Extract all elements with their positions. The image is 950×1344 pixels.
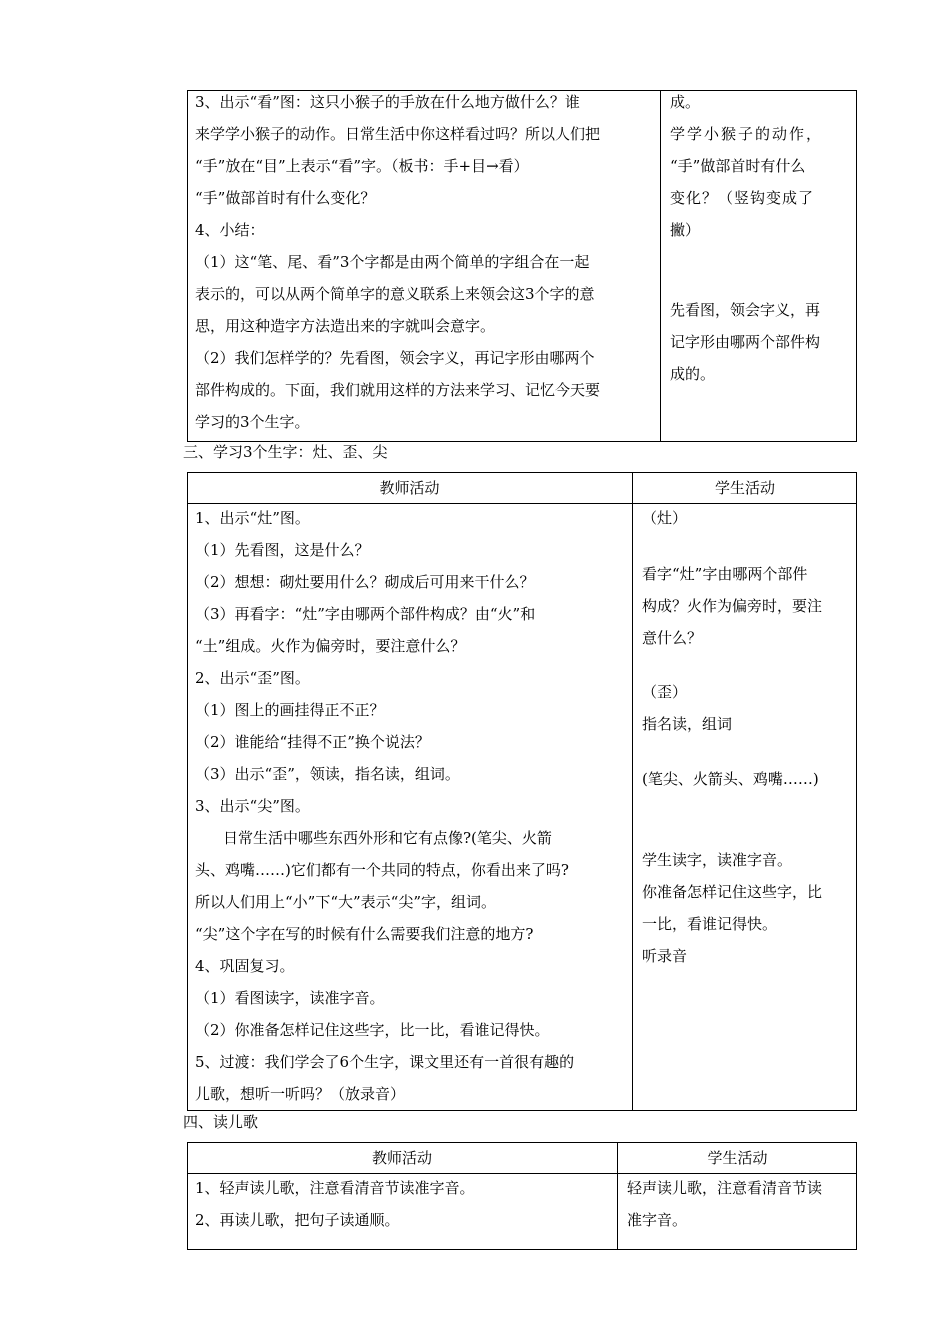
- teacher-line: 日常生活中哪些东西外形和它有点像?(笔尖、火箭: [223, 829, 552, 847]
- teacher-line: 4、巩固复习。: [195, 957, 295, 975]
- table-3-student-header: 学生活动: [714, 479, 775, 497]
- student-line: 成。: [670, 93, 701, 111]
- teacher-line: （2）想想：砌灶要用什么？砌成后可用来干什么？: [195, 573, 535, 591]
- teacher-line: （1）这“笔、尾、看”3个字都是由两个简单的字组合在一起: [195, 253, 590, 271]
- student-line: (笔尖、火箭头、鸡嘴……): [642, 770, 819, 788]
- teacher-line: “手”放在“目”上表示“看”字。（板书：手+目→看）: [195, 157, 529, 175]
- student-line: 成的。: [670, 365, 716, 383]
- teacher-line: 5、过渡：我们学会了6个生字，课文里还有一首很有趣的: [195, 1053, 575, 1071]
- teacher-line: 学习的3个生字。: [195, 413, 310, 431]
- table-1-teacher-activity: [195, 86, 655, 438]
- teacher-line: （3）再看字：“灶”字由哪两个部件构成？由“火”和: [195, 605, 536, 623]
- teacher-line: 3、出示“看”图：这只小猴子的手放在什么地方做什么？谁: [195, 93, 580, 111]
- student-line: 记字形由哪两个部件构: [670, 333, 821, 351]
- teacher-line: 表示的，可以从两个简单字的意义联系上来领会这3个字的意: [195, 285, 595, 303]
- teacher-line: 1、出示“灶”图。: [195, 509, 310, 527]
- student-line: 构成？火作为偏旁时，要注: [642, 597, 823, 615]
- student-line: （歪）: [642, 683, 688, 701]
- table-1-student-activity-a: [670, 86, 850, 246]
- teacher-line: （2）你准备怎样记住这些字，比一比，看谁记得快。: [195, 1021, 550, 1039]
- teacher-line: （1）先看图，这是什么？: [195, 541, 370, 559]
- student-line: 轻声读儿歌，注意看清音节读: [627, 1179, 823, 1197]
- teacher-line: 2、出示“歪”图。: [195, 669, 310, 687]
- teacher-line: 2、再读儿歌，把句子读通顺。: [195, 1211, 400, 1229]
- table-3-student-group-jian: [642, 763, 852, 795]
- table-1-student-activity-b: [670, 294, 850, 390]
- student-line: （灶）: [642, 509, 688, 527]
- student-line: 学学小猴子的动作，: [670, 125, 824, 143]
- teacher-line: “手”做部首时有什么变化？: [195, 189, 376, 207]
- table-3-student-group-zao-detail: [642, 558, 852, 654]
- table-4-student-activity: [627, 1172, 853, 1236]
- section-3-heading: 三、学习3个生字：灶、歪、尖: [183, 443, 388, 461]
- teacher-line: （2）谁能给“挂得不正”换个说法？: [195, 733, 430, 751]
- table-3-column-divider: [632, 472, 633, 1111]
- teacher-line: 所以人们用上“小”下“大”表示“尖”字，组词。: [195, 893, 497, 911]
- teacher-line: （3）出示“歪”，领读，指名读，组词。: [195, 765, 460, 783]
- student-line: 撇）: [670, 221, 701, 239]
- teacher-line: 儿歌，想听一听吗？（放录音）: [195, 1085, 406, 1103]
- table-4-teacher-activity: [195, 1172, 613, 1236]
- table-1-column-divider: [660, 90, 661, 442]
- teacher-line: 来学学小猴子的动作。日常生活中你这样看过吗？所以人们把: [195, 125, 601, 143]
- table-4-student-header: 学生活动: [707, 1149, 768, 1167]
- teacher-line: 头、鸡嘴……)它们都有一个共同的特点，你看出来了吗?: [195, 861, 569, 879]
- student-line: 听录音: [642, 947, 688, 965]
- student-line: 学生读字，读准字音。: [642, 851, 793, 869]
- table-3-student-group-wai: [642, 676, 852, 740]
- student-line: 你准备怎样记住这些字，比: [642, 883, 823, 901]
- teacher-line: 部件构成的。下面，我们就用这样的方法来学习、记忆今天要: [195, 381, 601, 399]
- table-3-student-group-zao: [642, 502, 852, 534]
- student-line: 准字音。: [627, 1211, 688, 1229]
- student-line: 变化？（竖钩变成了: [670, 189, 815, 207]
- student-line: 指名读，组词: [642, 715, 733, 733]
- teacher-line: 思，用这种造字方法造出来的字就叫会意字。: [195, 317, 496, 335]
- table-3-teacher-header: 教师活动: [379, 479, 440, 497]
- teacher-line: （2）我们怎样学的？先看图，领会字义，再记字形由哪两个: [195, 349, 595, 367]
- teacher-line: 4、小结：: [195, 221, 265, 239]
- table-3-teacher-activity: [195, 502, 627, 1110]
- teacher-line: 3、出示“尖”图。: [195, 797, 310, 815]
- student-line: 先看图，领会字义，再: [670, 301, 821, 319]
- teacher-line: “尖”这个字在写的时候有什么需要我们注意的地方?: [195, 925, 534, 943]
- section-4-heading: 四、读儿歌: [183, 1113, 259, 1131]
- teacher-line: （1）图上的画挂得正不正？: [195, 701, 385, 719]
- table-3-student-group-review: [642, 844, 852, 972]
- student-line: “手”做部首时有什么: [670, 157, 806, 175]
- teacher-line: （1）看图读字，读准字音。: [195, 989, 385, 1007]
- student-line: 一比，看谁记得快。: [642, 915, 778, 933]
- student-line: 意什么？: [642, 629, 703, 647]
- student-line: 看字“灶”字由哪两个部件: [642, 565, 808, 583]
- teacher-line: “土”组成。火作为偏旁时，要注意什么？: [195, 637, 466, 655]
- teacher-line: 1、轻声读儿歌，注意看清音节读准字音。: [195, 1179, 475, 1197]
- table-4-teacher-header: 教师活动: [371, 1149, 432, 1167]
